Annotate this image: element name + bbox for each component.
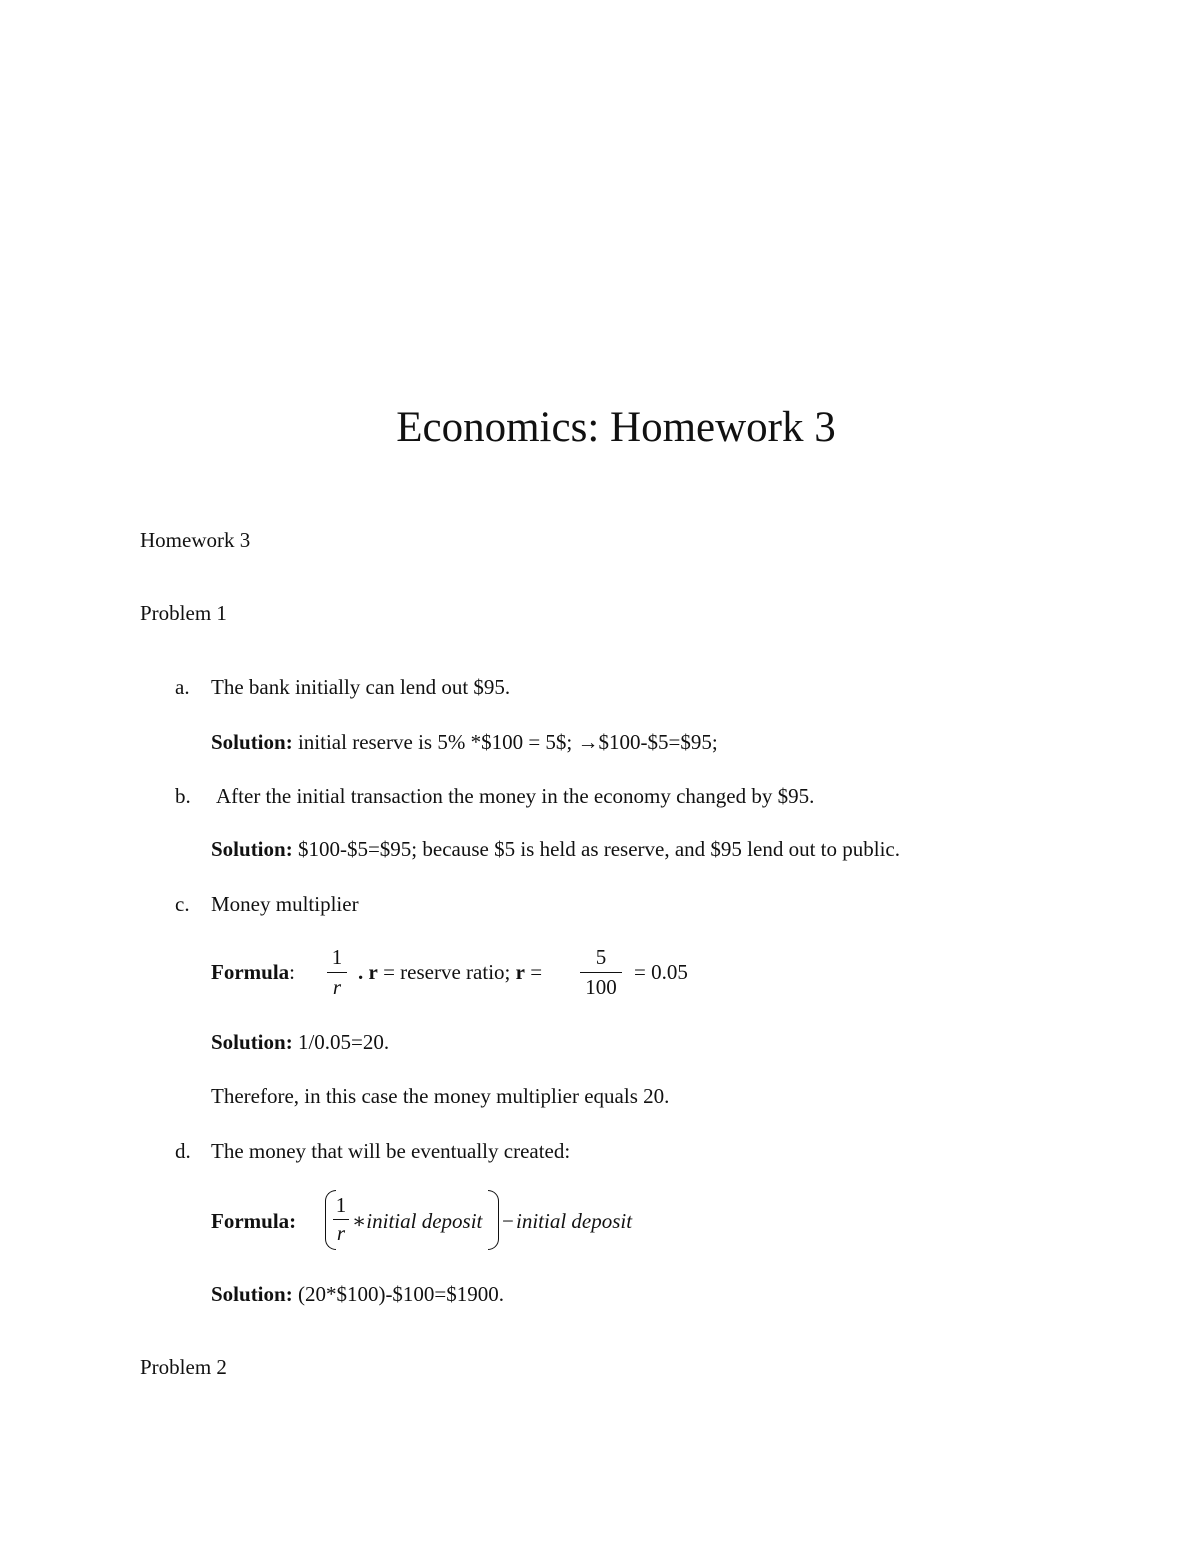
r-symbol-2: r	[515, 960, 525, 984]
reserve-ratio-definition	[358, 957, 542, 987]
problem-2-heading: Problem 2	[140, 1355, 227, 1379]
formula-d-label: Formula:	[211, 1209, 297, 1233]
fraction-denominator: r	[332, 975, 342, 999]
minus-sign: −	[502, 1209, 514, 1233]
list-marker-a: a.	[175, 675, 190, 699]
fraction-denominator: r	[336, 1221, 346, 1245]
formula-label-colon: :	[289, 960, 295, 984]
fraction-five-over-hundred	[580, 944, 622, 1000]
times-initial-deposit: ∗initial deposit	[352, 1209, 483, 1233]
list-marker-c: c.	[175, 892, 190, 916]
solution-text: initial reserve is 5% *$100 = 5$; →$100-$5=$95;	[297, 730, 718, 754]
document-title: Economics: Homework 3	[396, 404, 836, 451]
item-c-conclusion: Therefore, in this case the money multiplier equals 20.	[211, 1084, 670, 1108]
r-symbol: r	[368, 960, 378, 984]
fraction-one-over-r	[327, 944, 347, 1000]
fraction-numerator: 1	[331, 945, 343, 969]
item-c-solution	[211, 1027, 389, 1057]
fraction-numerator: 1	[335, 1193, 347, 1217]
fraction-numerator: 5	[595, 945, 607, 969]
dot-separator: .	[358, 960, 369, 984]
reserve-ratio-text: = reserve ratio;	[377, 960, 516, 984]
solution-text: (20*$100)-$100=$1900.	[297, 1282, 505, 1306]
list-marker-d: d.	[175, 1139, 191, 1163]
item-d-text: The money that will be eventually created:	[211, 1139, 571, 1163]
equals-sign: =	[524, 960, 543, 984]
solution-text: $100-$5=$95; because $5 is held as reserve, and $95 lend out to public.	[297, 837, 900, 861]
item-a-text: The bank initially can lend out $95.	[211, 675, 511, 699]
solution-label: Solution:	[211, 730, 293, 754]
item-b-text: After the initial transaction the money in the economy changed by $95.	[216, 784, 815, 808]
fraction-denominator: 100	[585, 975, 617, 999]
solution-label: Solution:	[211, 1030, 293, 1054]
formula-c-label	[211, 957, 295, 987]
list-marker-b: b.	[175, 784, 191, 808]
initial-deposit: initial deposit	[516, 1209, 633, 1233]
solution-text: 1/0.05=20.	[297, 1030, 390, 1054]
homework-heading: Homework 3	[140, 528, 251, 552]
item-b-solution	[211, 834, 900, 864]
item-a-solution	[211, 727, 718, 757]
item-c-text: Money multiplier	[211, 892, 359, 916]
formula-label-text: Formula	[211, 960, 290, 984]
solution-label: Solution:	[211, 837, 293, 861]
fraction-one-over-r-d	[333, 1193, 349, 1245]
ratio-result: = 0.05	[634, 960, 688, 984]
right-parenthesis	[488, 1190, 499, 1250]
problem-1-heading: Problem 1	[140, 601, 227, 625]
solution-label: Solution:	[211, 1282, 293, 1306]
item-d-solution	[211, 1279, 504, 1309]
